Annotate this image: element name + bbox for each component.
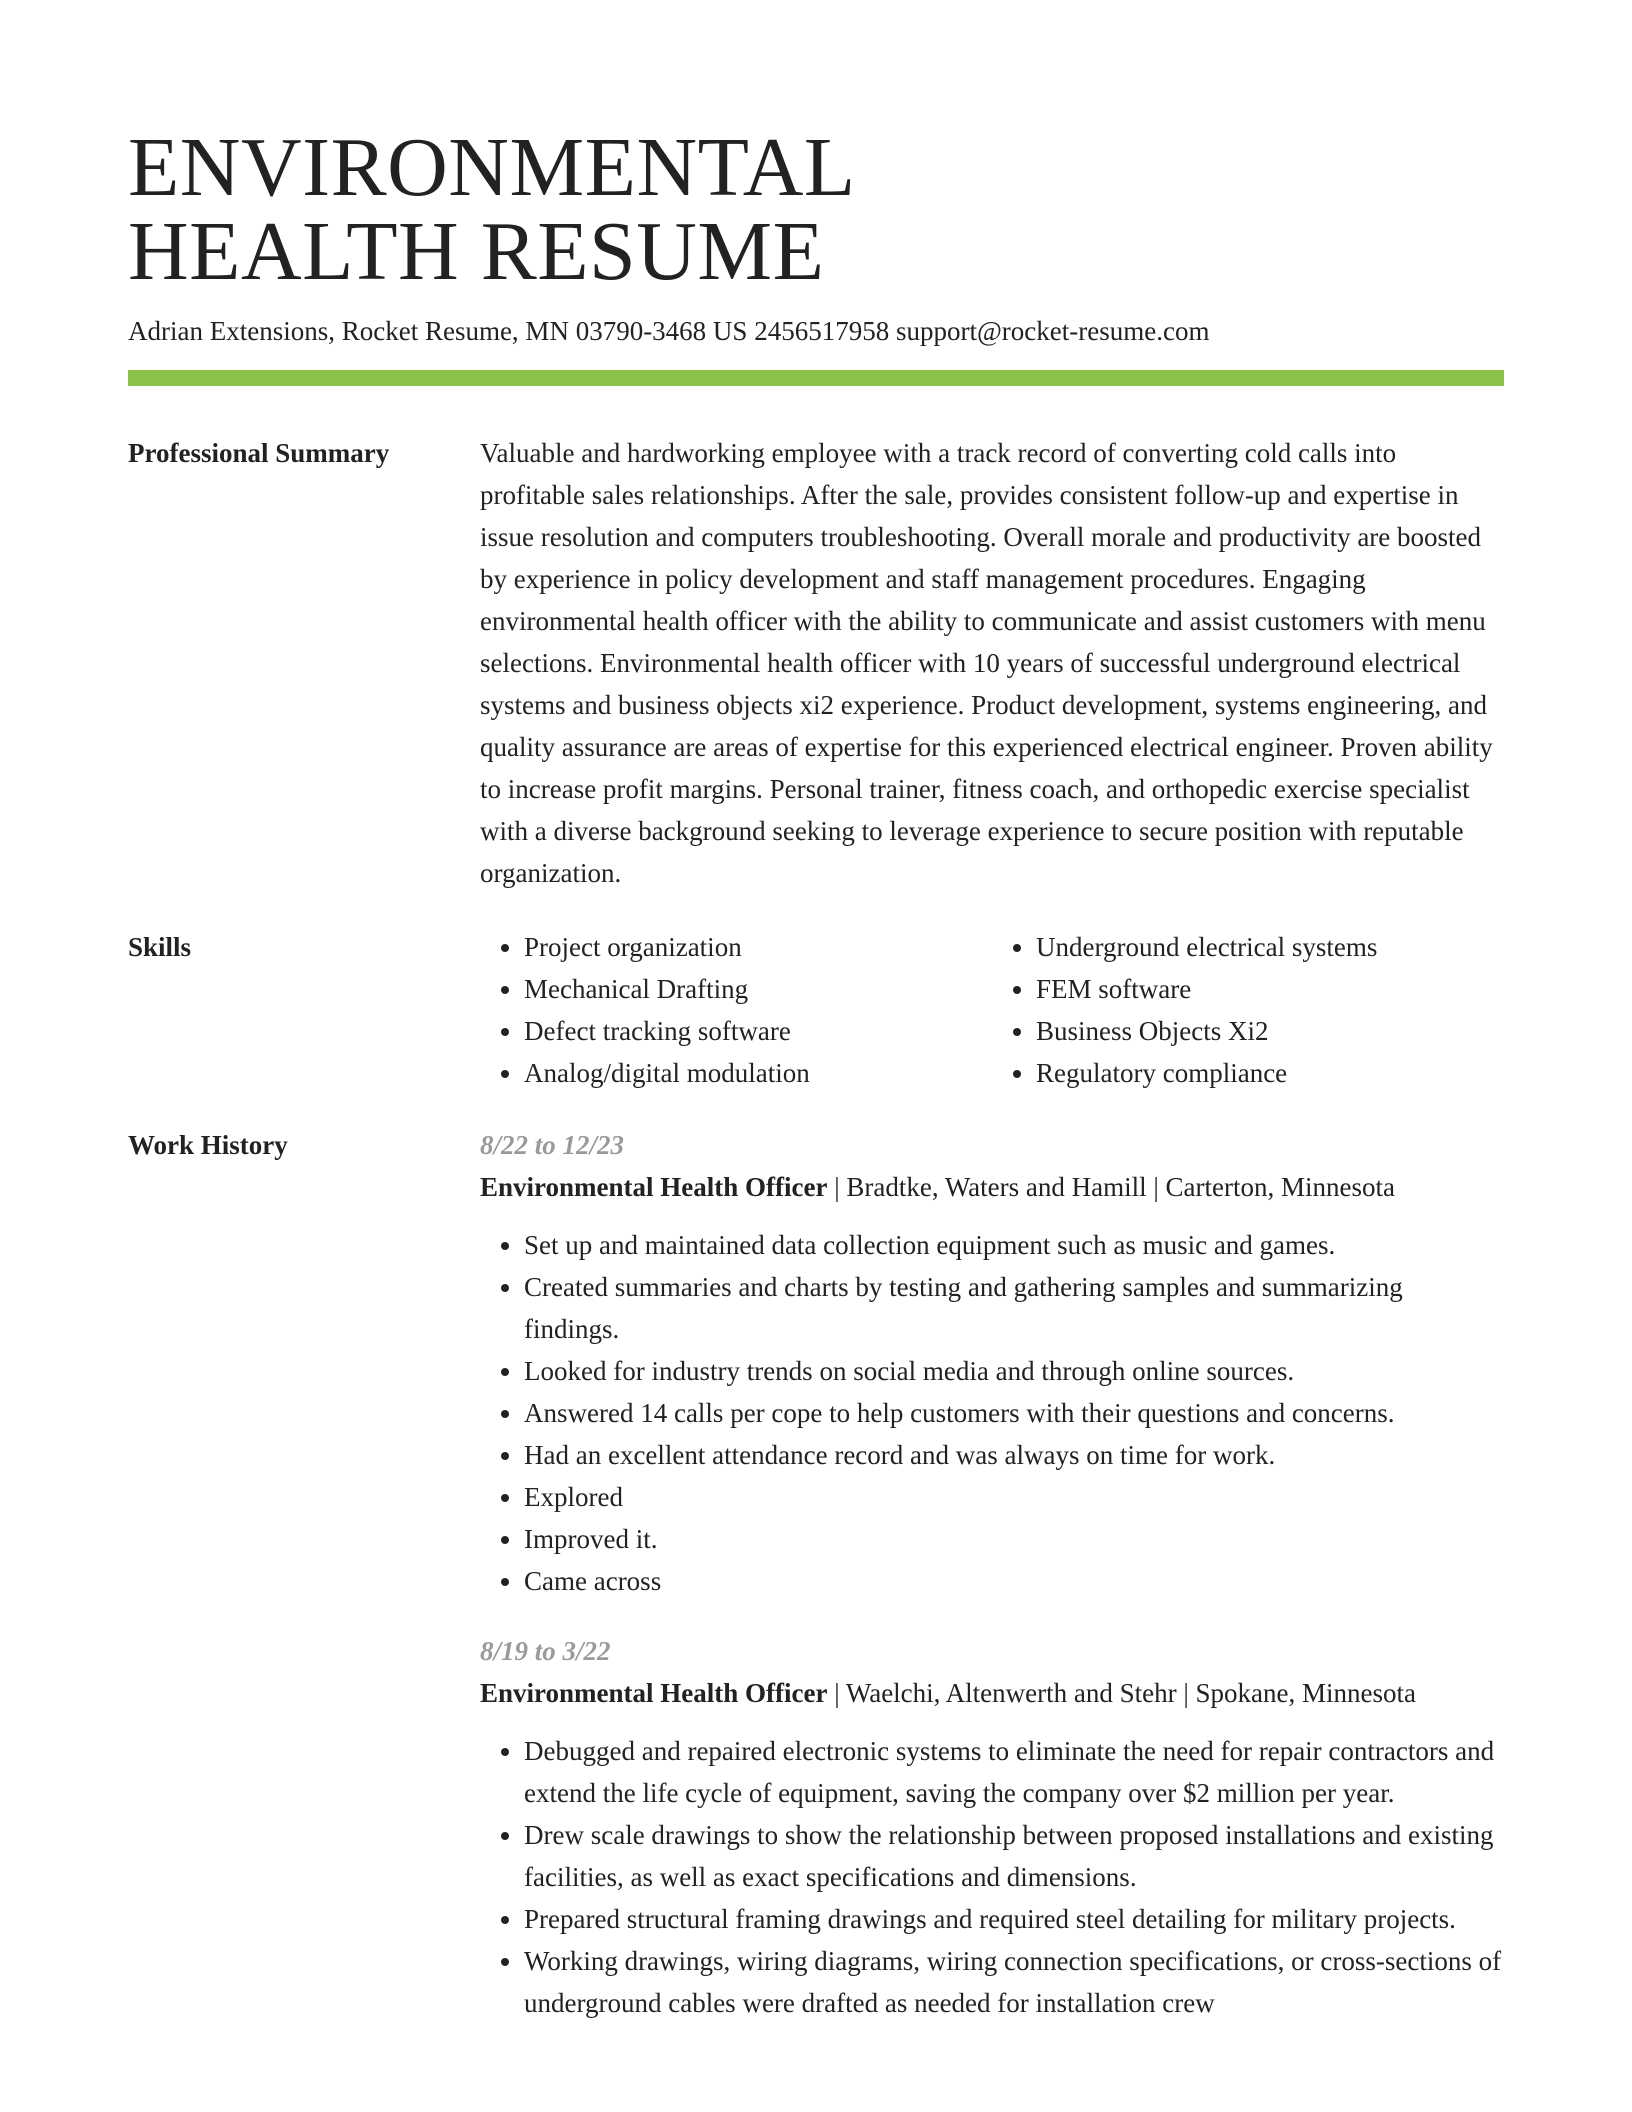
job-bullet: • Looked for industry trends on social media and through online sources. — [524, 1350, 1504, 1392]
skills-columns — [480, 926, 1504, 1094]
summary-label: Professional Summary — [128, 438, 390, 468]
skills-column-1 — [480, 926, 992, 1094]
job-details: | Bradtke, Waters and Hamill | Carterton, Minnesota — [827, 1172, 1395, 1202]
skill-item: • Mechanical Drafting — [524, 968, 992, 1010]
skill-item: • Defect tracking software — [524, 1010, 992, 1052]
job-entry — [480, 1630, 1504, 2024]
job-dates: 8/19 to 3/22 — [480, 1636, 611, 1666]
skill-item: • Business Objects Xi2 — [1036, 1010, 1504, 1052]
skills-label: Skills — [128, 932, 192, 962]
work-history-label: Work History — [128, 1130, 288, 1160]
skill-item: • Regulatory compliance — [1036, 1052, 1504, 1094]
job-bullet: • Created summaries and charts by testing and gathering samples and summarizing findings. — [524, 1266, 1504, 1350]
skill-item: • FEM software — [1036, 968, 1504, 1010]
job-bullet: • Explored — [524, 1476, 1504, 1518]
work-history-body — [480, 1124, 1504, 2052]
job-details: | Waelchi, Altenwerth and Stehr | Spokane, Minnesota — [827, 1678, 1416, 1708]
contact-info: Adrian Extensions, Rocket Resume, MN 03790-3468 US 2456517958 support@rocket-resume.com — [128, 316, 1210, 346]
resume-title-line1: ENVIRONMENTAL — [128, 121, 856, 214]
skill-item: • Project organization — [524, 926, 992, 968]
job-bullet: • Improved it. — [524, 1518, 1504, 1560]
job-dates: 8/22 to 12/23 — [480, 1130, 625, 1160]
job-title: Environmental Health Officer — [480, 1172, 828, 1202]
job-bullet: • Answered 14 calls per cope to help customers with their questions and concerns. — [524, 1392, 1504, 1434]
job-heading — [480, 1166, 1504, 1208]
job-bullet: • Prepared structural framing drawings and required steel detailing for military projects. — [524, 1898, 1504, 1940]
skills-column-2 — [992, 926, 1504, 1094]
skills-body — [480, 926, 1504, 1094]
summary-body — [480, 432, 1504, 894]
job-bullet: • Debugged and repaired electronic systems to eliminate the need for repair contractors and extend the life cycle of equipment, saving the company over $2 million per year. — [524, 1730, 1504, 1814]
job-entry — [480, 1124, 1504, 1602]
job-bullets — [480, 1730, 1504, 2024]
resume-title — [128, 121, 1504, 298]
summary-text: Valuable and hardworking employee with a track record of converting cold calls into profitable sales relationships. After the sale, provides consistent follow-up and expertise in issue resolution and computers troubleshooting. Overall morale and productivity are boosted by experience in policy development and staff management procedures. Engaging environmental health officer with the ability to communicate and assist customers with menu selections. Environmental health officer with 10 years of successful underground electrical systems and business objects xi2 experience. Product development, systems engineering, and quality assurance are areas of expertise for this experienced electrical engineer. Proven ability to increase profit margins. Personal trainer, fitness coach, and orthopedic exercise specialist with a diverse background seeking to leverage experience to secure position with reputable organization. — [480, 438, 1493, 888]
resume-header — [128, 121, 1504, 348]
job-bullets — [480, 1224, 1504, 1602]
skill-item: • Underground electrical systems — [1036, 926, 1504, 968]
job-title: Environmental Health Officer — [480, 1678, 828, 1708]
accent-divider — [128, 370, 1504, 386]
job-bullet: • Drew scale drawings to show the relationship between proposed installations and existing facilities, as well as exact specifications and dimensions. — [524, 1814, 1504, 1898]
skill-item: • Analog/digital modulation — [524, 1052, 992, 1094]
job-bullet: • Set up and maintained data collection equipment such as music and games. — [524, 1224, 1504, 1266]
job-bullet: • Came across — [524, 1560, 1504, 1602]
job-heading — [480, 1672, 1504, 1714]
job-bullet: • Working drawings, wiring diagrams, wiring connection specifications, or cross-sections of underground cables were drafted as needed for installation crew — [524, 1940, 1504, 2024]
job-bullet: • Had an excellent attendance record and was always on time for work. — [524, 1434, 1504, 1476]
resume-title-line2: HEALTH RESUME — [128, 205, 825, 298]
